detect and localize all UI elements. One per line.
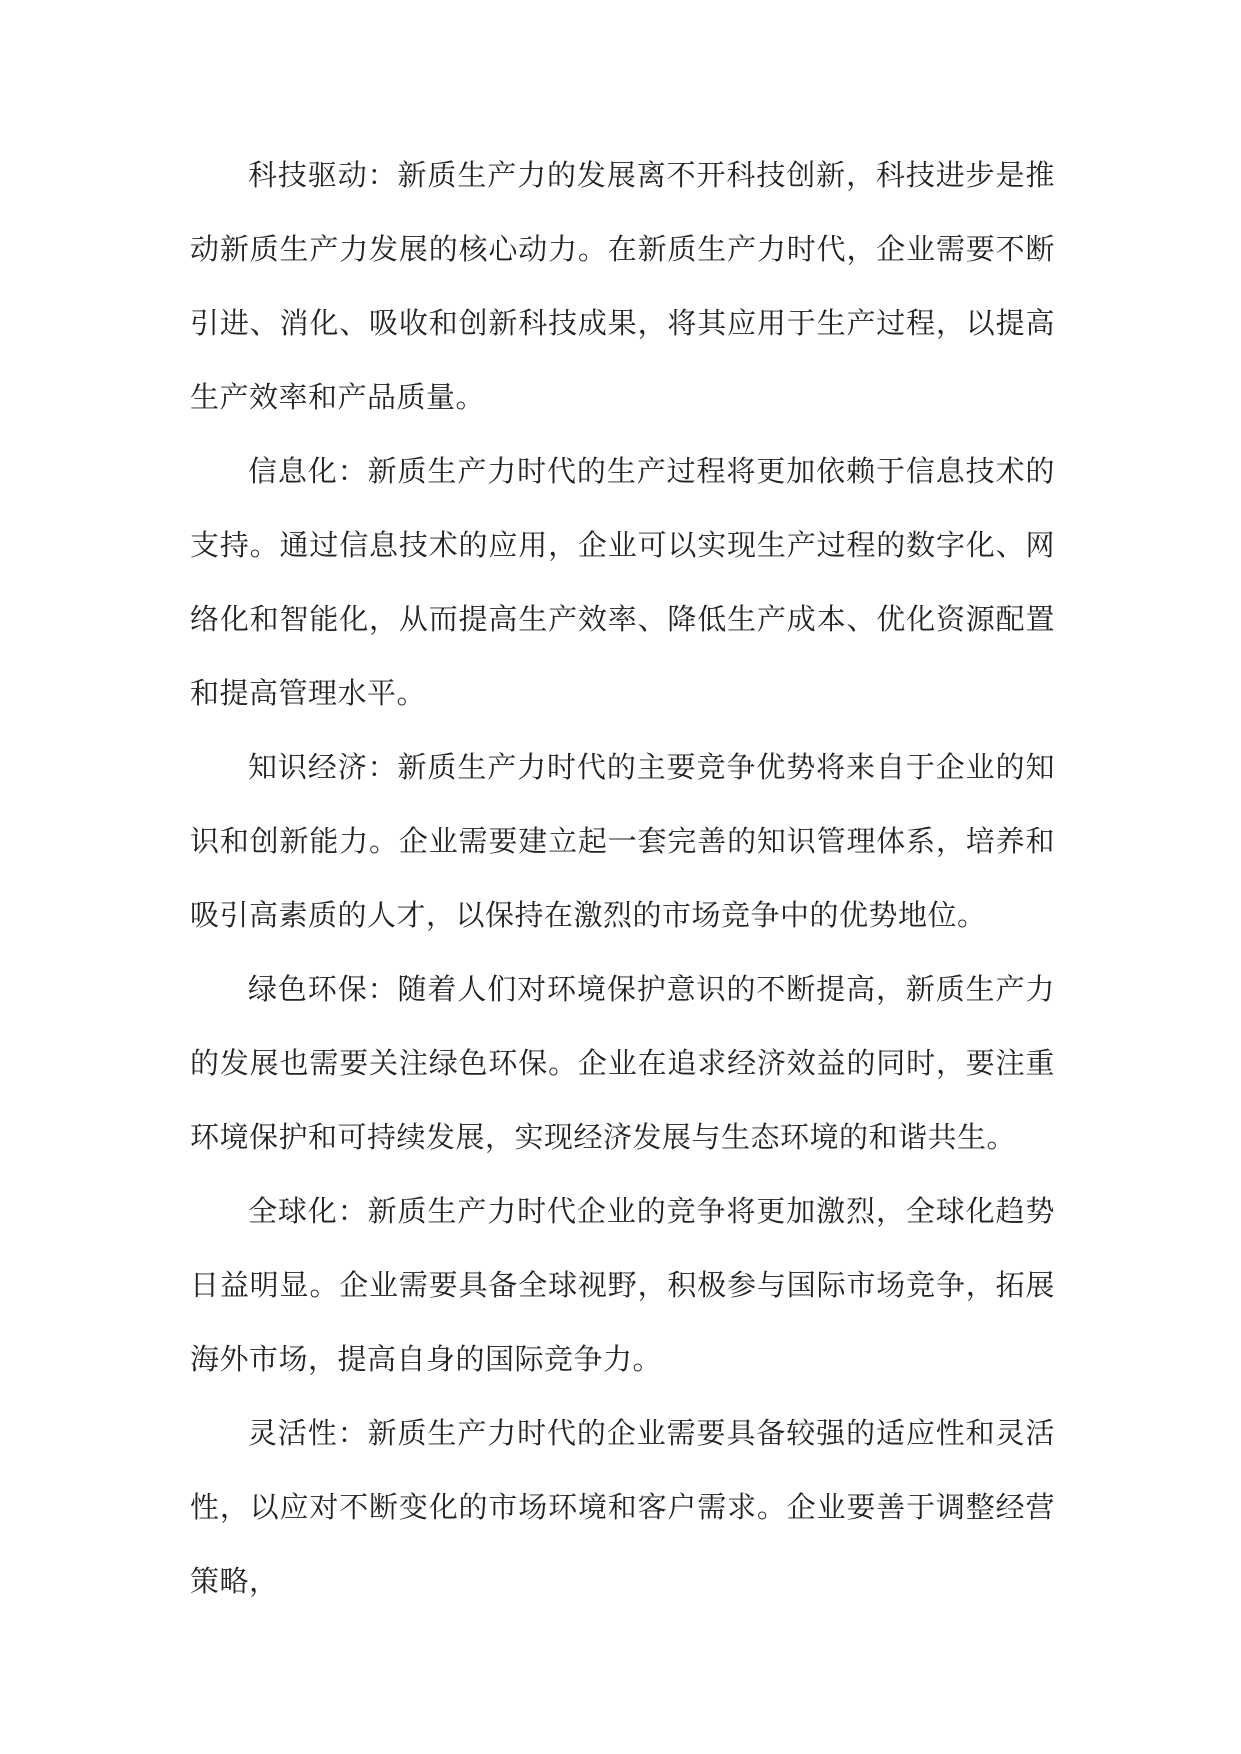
paragraph-knowledge-economy: 知识经济：新质生产力时代的主要竞争优势将来自于企业的知识和创新能力。企业需要建立起一套完善的知识管理体系，培养和吸引高素质的人才，以保持在激烈的市场竞争中的优势地位。 [190, 750, 1055, 932]
paragraph-flexibility: 灵活性：新质生产力时代的企业需要具备较强的适应性和灵活性，以应对不断变化的市场环境和客户需求。企业要善于调整经营策略， [190, 1416, 1055, 1598]
paragraph-informatization: 信息化：新质生产力时代的生产过程将更加依赖于信息技术的支持。通过信息技术的应用，企业可以实现生产过程的数字化、网络化和智能化，从而提高生产效率、降低生产成本、优化资源配置和提高管理水平。 [190, 454, 1055, 710]
document-body [190, 138, 1055, 1618]
paragraph-globalization: 全球化：新质生产力时代企业的竞争将更加激烈，全球化趋势日益明显。企业需要具备全球视野，积极参与国际市场竞争，拓展海外市场，提高自身的国际竞争力。 [190, 1194, 1055, 1376]
paragraph-tech-driven: 科技驱动：新质生产力的发展离不开科技创新，科技进步是推动新质生产力发展的核心动力。在新质生产力时代，企业需要不断引进、消化、吸收和创新科技成果，将其应用于生产过程，以提高生产效率和产品质量。 [190, 158, 1055, 414]
paragraph-green-environment: 绿色环保：随着人们对环境保护意识的不断提高，新质生产力的发展也需要关注绿色环保。企业在追求经济效益的同时，要注重环境保护和可持续发展，实现经济发展与生态环境的和谐共生。 [190, 972, 1055, 1154]
